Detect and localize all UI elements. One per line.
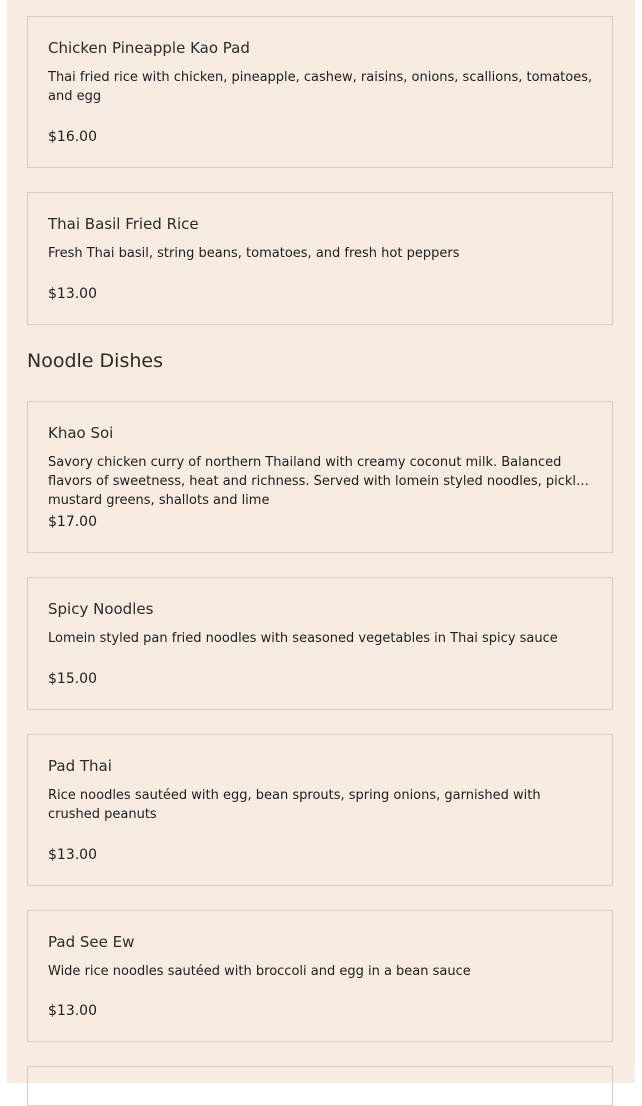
menu-item-card[interactable] bbox=[27, 192, 613, 325]
menu-item-name: Chicken Pineapple Kao Pad bbox=[48, 39, 250, 57]
menu-item-description: Fresh Thai basil, string beans, tomatoes, and fresh hot peppers bbox=[48, 246, 460, 261]
menu-item-name: Thai Basil Fried Rice bbox=[48, 215, 199, 233]
menu-item-description: Rice noodles sautéed with egg, bean sprouts, spring onions, garnished with crushed peanuts bbox=[48, 788, 541, 822]
menu-item-price: $15.00 bbox=[48, 671, 97, 687]
menu-page bbox=[7, 0, 635, 1083]
menu-item-card[interactable] bbox=[27, 401, 613, 553]
menu-item-price: $17.00 bbox=[48, 514, 97, 530]
menu-item-price: $13.00 bbox=[48, 847, 97, 863]
menu-item-price: $13.00 bbox=[48, 286, 97, 302]
menu-item-card[interactable] bbox=[27, 734, 613, 886]
menu-item-description: Wide rice noodles sautéed with broccoli and egg in a bean sauce bbox=[48, 964, 471, 979]
menu-item-price: $16.00 bbox=[48, 129, 97, 145]
menu-item-name: Spicy Noodles bbox=[48, 600, 154, 618]
menu-item-name: Pad Thai bbox=[48, 757, 112, 775]
menu-item-card[interactable] bbox=[27, 577, 613, 710]
menu-item-card[interactable] bbox=[27, 910, 613, 1042]
menu-item-description: Lomein styled pan fried noodles with seasoned vegetables in Thai spicy sauce bbox=[48, 631, 558, 646]
menu-item-description: Thai fried rice with chicken, pineapple, cashew, raisins, onions, scallions, tomatoes, and egg bbox=[48, 70, 593, 104]
section-title: Noodle Dishes bbox=[27, 350, 163, 372]
menu-item-price: $13.00 bbox=[48, 1003, 97, 1019]
menu-item-name: Pad See Ew bbox=[48, 933, 135, 951]
menu-item-description: Savory chicken curry of northern Thailand with creamy coconut milk. Balanced flavors of sweetness, heat and richness. Served with lomein styled noodles, pickled mustard greens, shallots and lime bbox=[48, 455, 593, 508]
menu-item-card[interactable] bbox=[27, 1066, 613, 1106]
menu-item-name: Khao Soi bbox=[48, 424, 114, 442]
menu-item-card[interactable] bbox=[27, 16, 613, 168]
